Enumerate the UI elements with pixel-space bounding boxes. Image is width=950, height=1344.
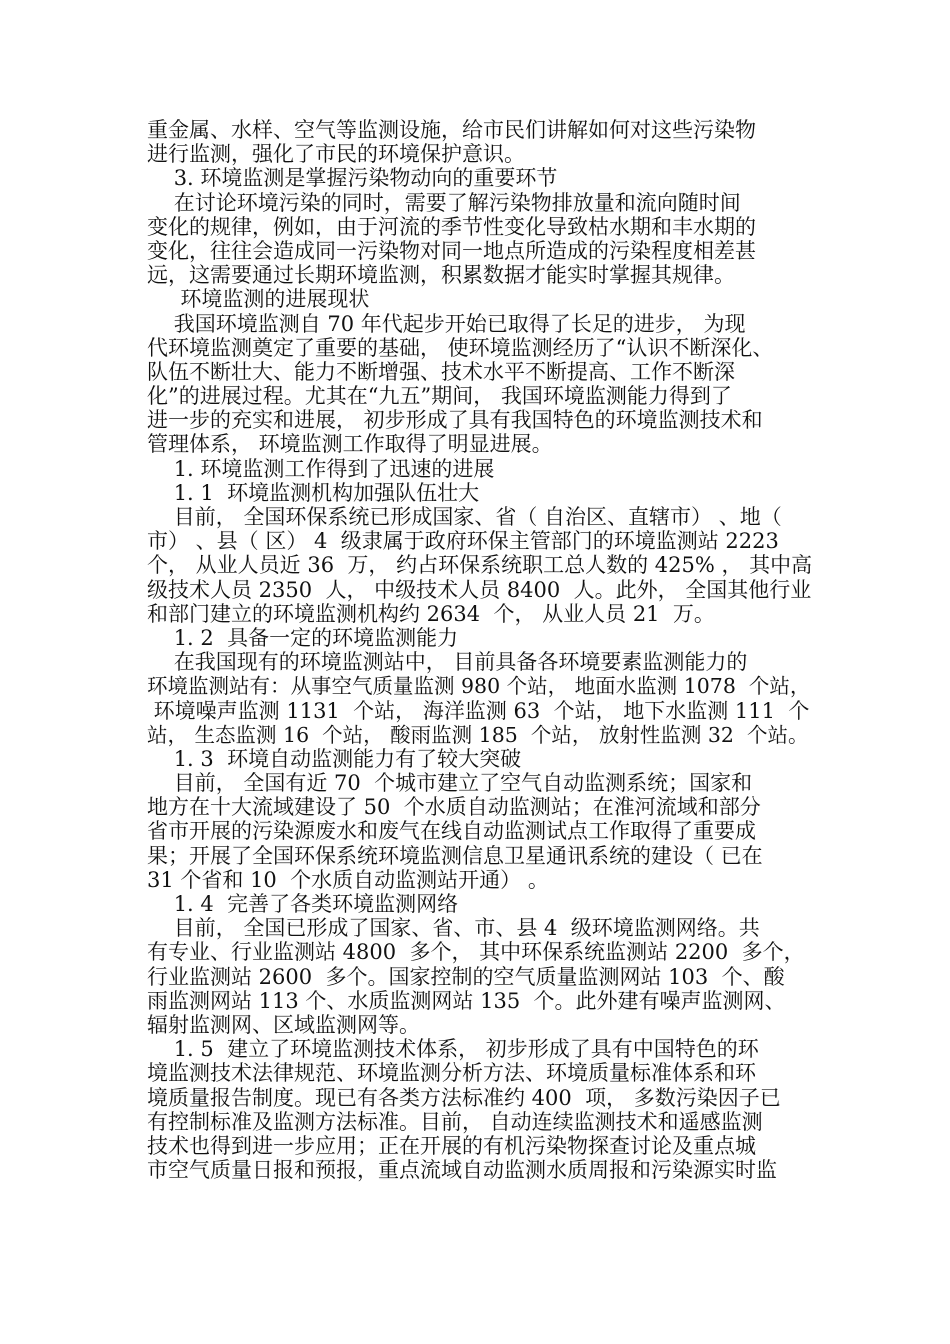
text-line: 和部门建立的环境监测机构约 2634 个， 从业人员 21 万。	[147, 601, 715, 626]
text-line: 我国环境监测自 70 年代起步开始已取得了长足的进步， 为现	[147, 311, 746, 336]
text-line: 重金属、水样、空气等监测设施，给市民们讲解如何对这些污染物	[147, 118, 756, 142]
text-line: 有专业、行业监测站 4800 多个， 其中环保系统监测站 2200 多个，	[147, 940, 805, 965]
text-line: 31 个省和 10 个水质自动监测站开通） 。	[147, 867, 549, 892]
text-line: 进行监测，强化了市民的环境保护意识。	[147, 142, 525, 167]
text-line: 1. 3 环境自动监测能力有了较大突破	[147, 746, 522, 771]
text-line: 境监测技术法律规范、环境监测分析方法、环境质量标准体系和环	[147, 1061, 756, 1086]
text-line: 行业监测站 2600 多个。国家控制的空气质量监测网站 103 个、酸	[147, 964, 785, 989]
text-line: 1. 5 建立了环境监测技术体系， 初步形成了具有中国特色的环	[147, 1037, 759, 1062]
text-line: 进一步的充实和进展， 初步形成了具有我国特色的环境监测技术和	[147, 408, 763, 433]
text-line: 境质量报告制度。现已有各类方法标准约 400 项， 多数污染因子已	[147, 1085, 781, 1110]
text-line: 管理体系， 环境监测工作取得了明显进展。	[147, 432, 553, 457]
text-line: 目前， 全国环保系统已形成国家、省（ 自治区、直辖市） 、地（	[147, 505, 782, 529]
text-line: 变化的规律，例如，由于河流的季节性变化导致枯水期和丰水期的	[147, 214, 756, 239]
text-line: 1. 2 具备一定的环境监测能力	[147, 625, 459, 650]
text-line: 队伍不断壮大、能力不断增强、技术水平不断提高、工作不断深	[147, 359, 735, 384]
text-line: 在讨论环境污染的同时，需要了解污染物排放量和流向随时间	[147, 190, 741, 215]
text-line: 市） 、县（ 区） 4 级隶属于政府环保主管部门的环境监测站 2223	[147, 529, 779, 554]
text-line: 果；开展了全国环保系统环境监测信息卫星通讯系统的建设（ 已在	[147, 843, 763, 868]
text-line: 个， 从业人员近 36 万， 约占环保系统职工总人数的 425% ， 其中高	[147, 553, 813, 578]
text-line: 3. 环境监测是掌握污染物动向的重要环节	[147, 166, 558, 191]
text-line: 1. 1 环境监测机构加强队伍壮大	[147, 480, 480, 505]
text-line: 代环境监测奠定了重要的基础， 使环境监测经历了“认识不断深化、	[147, 335, 774, 360]
text-line: 在我国现有的环境监测站中， 目前具备各环境要素监测能力的	[147, 650, 748, 675]
text-line: 环境监测站有：从事空气质量监测 980 个站， 地面水监测 1078 个站，	[147, 674, 811, 699]
document-body	[147, 118, 813, 1182]
text-line: 1. 环境监测工作得到了迅速的进展	[147, 456, 495, 481]
text-line: 有控制标准及监测方法标准。目前， 自动连续监测技术和遥感监测	[147, 1109, 763, 1134]
text-line: 市空气质量日报和预报，重点流域自动监测水质周报和污染源实时监	[147, 1158, 777, 1183]
text-line: 省市开展的污染源废水和废气在线自动监测试点工作取得了重要成	[147, 819, 756, 844]
text-line: 变化，往往会造成同一污染物对同一地点所造成的污染程度相差甚	[147, 238, 756, 263]
text-line: 地方在十大流域建设了 50 个水质自动监测站；在淮河流域和部分	[147, 795, 761, 820]
text-line: 化”的进展过程。尤其在“九五”期间， 我国环境监测能力得到了	[147, 384, 732, 409]
text-line: 级技术人员 2350 人， 中级技术人员 8400 人。此外， 全国其他行业	[147, 577, 812, 602]
text-line: 技术也得到进一步应用；正在开展的有机污染物探查讨论及重点城	[147, 1133, 756, 1158]
text-line: 1. 4 完善了各类环境监测网络	[147, 892, 459, 916]
text-line: 环境监测的进展现状	[147, 287, 370, 312]
text-line: 目前， 全国有近 70 个城市建立了空气自动监测系统；国家和	[147, 771, 753, 796]
text-line: 环境噪声监测 1131 个站， 海洋监测 63 个站， 地下水监测 111 个	[147, 698, 810, 723]
text-line: 雨监测网站 113 个、水质监测网站 135 个。此外建有噪声监测网、	[147, 988, 786, 1013]
text-line: 辐射监测网、区域监测网等。	[147, 1012, 420, 1037]
text-line: 站， 生态监测 16 个站， 酸雨监测 185 个站， 放射性监测 32 个站。	[147, 722, 809, 747]
text-line: 远，这需要通过长期环境监测，积累数据才能实时掌握其规律。	[147, 263, 735, 288]
text-line: 目前， 全国已形成了国家、省、市、县 4 级环境监测网络。共	[147, 916, 760, 941]
